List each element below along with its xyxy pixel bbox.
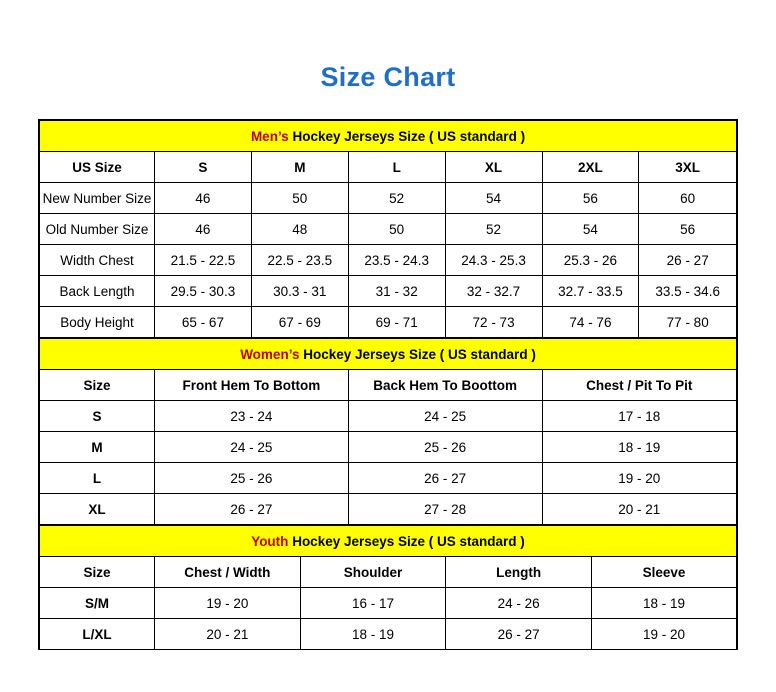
mens-row-2-c3: 23.5 - 24.3 [348,245,445,276]
table-row [40,276,737,307]
page-title: Size Chart [320,62,456,92]
size-chart-tables [38,119,738,650]
youth-header-cell-4: Sleeve [592,557,737,588]
mens-banner-cell [40,121,737,152]
youth-row-1-label: L/XL [40,619,155,650]
youth-row-1-c3: 26 - 27 [446,619,592,650]
mens-row-2-c5: 25.3 - 26 [542,245,639,276]
youth-header-row [40,557,737,588]
womens-row-0-c2: 24 - 25 [348,401,542,432]
womens-row-2-c2: 26 - 27 [348,463,542,494]
mens-row-3-c6: 33.5 - 34.6 [639,276,737,307]
mens-row-3-c1: 29.5 - 30.3 [155,276,252,307]
youth-header-cell-3: Length [446,557,592,588]
mens-row-1-c1: 46 [155,214,252,245]
youth-size-table [39,525,737,650]
mens-row-3-c5: 32.7 - 33.5 [542,276,639,307]
mens-row-4-c1: 65 - 67 [155,307,252,338]
table-row [40,588,737,619]
womens-header-cell-0: Size [40,370,155,401]
womens-row-3-label: XL [40,494,155,525]
mens-header-cell-6: 3XL [639,152,737,183]
youth-row-1-c2: 18 - 19 [300,619,446,650]
womens-banner-rest: Hockey Jerseys Size ( US standard ) [299,346,536,362]
womens-row-2-c1: 25 - 26 [155,463,349,494]
youth-header-cell-2: Shoulder [300,557,446,588]
womens-row-1-c1: 24 - 25 [155,432,349,463]
mens-row-1-c5: 54 [542,214,639,245]
mens-row-0-label: New Number Size [40,183,155,214]
womens-header-cell-1: Front Hem To Bottom [155,370,349,401]
mens-row-2-c4: 24.3 - 25.3 [445,245,542,276]
mens-row-3-c2: 30.3 - 31 [251,276,348,307]
womens-row-2-label: L [40,463,155,494]
mens-row-2-c1: 21.5 - 22.5 [155,245,252,276]
mens-row-3-c3: 31 - 32 [348,276,445,307]
mens-row-2-c2: 22.5 - 23.5 [251,245,348,276]
mens-banner-row [40,121,737,152]
mens-row-3-label: Back Length [40,276,155,307]
mens-header-row [40,152,737,183]
table-row [40,401,737,432]
mens-size-table [39,120,737,338]
womens-row-0-c3: 17 - 18 [542,401,736,432]
youth-banner-row [40,526,737,557]
womens-header-cell-3: Chest / Pit To Pit [542,370,736,401]
youth-banner-accent: Youth [251,533,289,549]
table-row [40,463,737,494]
table-row [40,619,737,650]
womens-banner-accent: Women’s [240,346,300,362]
womens-row-2-c3: 19 - 20 [542,463,736,494]
table-row [40,494,737,525]
womens-row-3-c3: 20 - 21 [542,494,736,525]
mens-row-4-c5: 74 - 76 [542,307,639,338]
mens-banner-rest: Hockey Jerseys Size ( US standard ) [288,128,526,144]
mens-row-4-c2: 67 - 69 [251,307,348,338]
table-row [40,432,737,463]
youth-row-0-c1: 19 - 20 [155,588,301,619]
mens-row-0-c1: 46 [155,183,252,214]
mens-row-1-c2: 48 [251,214,348,245]
youth-banner-rest: Hockey Jerseys Size ( US standard ) [288,533,525,549]
mens-row-1-c4: 52 [445,214,542,245]
mens-header-cell-5: 2XL [542,152,639,183]
womens-row-3-c2: 27 - 28 [348,494,542,525]
mens-row-0-c4: 54 [445,183,542,214]
mens-row-0-c3: 52 [348,183,445,214]
womens-row-0-c1: 23 - 24 [155,401,349,432]
mens-row-3-c4: 32 - 32.7 [445,276,542,307]
womens-banner-row [40,339,737,370]
womens-row-0-label: S [40,401,155,432]
youth-row-0-label: S/M [40,588,155,619]
womens-row-1-c3: 18 - 19 [542,432,736,463]
mens-row-4-label: Body Height [40,307,155,338]
youth-row-0-c3: 24 - 26 [446,588,592,619]
mens-row-1-c6: 56 [639,214,737,245]
youth-row-0-c2: 16 - 17 [300,588,446,619]
mens-row-0-c2: 50 [251,183,348,214]
mens-header-cell-3: L [348,152,445,183]
mens-row-4-c4: 72 - 73 [445,307,542,338]
youth-row-1-c1: 20 - 21 [155,619,301,650]
mens-row-4-c6: 77 - 80 [639,307,737,338]
mens-row-1-label: Old Number Size [40,214,155,245]
womens-header-cell-2: Back Hem To Boottom [348,370,542,401]
youth-header-cell-0: Size [40,557,155,588]
youth-row-0-c4: 18 - 19 [592,588,737,619]
mens-row-4-c3: 69 - 71 [348,307,445,338]
mens-header-cell-0: US Size [40,152,155,183]
youth-header-cell-1: Chest / Width [155,557,301,588]
womens-size-table [39,338,737,525]
mens-row-2-label: Width Chest [40,245,155,276]
womens-row-1-c2: 25 - 26 [348,432,542,463]
mens-row-0-c6: 60 [639,183,737,214]
mens-row-2-c6: 26 - 27 [639,245,737,276]
mens-header-cell-1: S [155,152,252,183]
youth-banner-cell [40,526,737,557]
mens-row-1-c3: 50 [348,214,445,245]
womens-row-3-c1: 26 - 27 [155,494,349,525]
table-row [40,245,737,276]
mens-header-cell-2: M [251,152,348,183]
mens-header-cell-4: XL [445,152,542,183]
table-row [40,183,737,214]
womens-header-row [40,370,737,401]
youth-row-1-c4: 19 - 20 [592,619,737,650]
womens-row-1-label: M [40,432,155,463]
womens-banner-cell [40,339,737,370]
mens-banner-accent: Men’s [250,128,289,144]
mens-row-0-c5: 56 [542,183,639,214]
table-row [40,307,737,338]
table-row [40,214,737,245]
